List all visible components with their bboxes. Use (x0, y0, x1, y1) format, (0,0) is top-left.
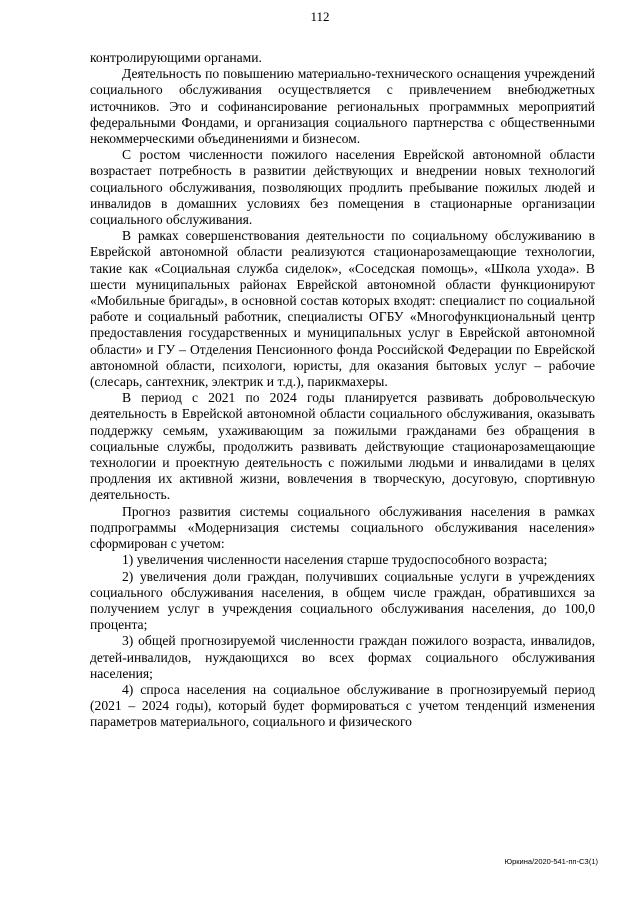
list-item: 2) увеличения доли граждан, получивших социальные услуги в учреждениях социального обслуживания населения, в общем числе граждан, обратившихся за получением услуг в учреждения социального обслуживания населения, до 100,0 процента; (90, 568, 595, 633)
paragraph: С ростом численности пожилого населения Еврейской автономной области возрастает потребность в развитии действующих и внедрении новых технологий социального обслуживания, позволяющих продлить пребывание пожилых людей и инвалидов в домашних условиях без помещения в стационарные организации социального обслуживания. (90, 147, 595, 228)
document-code-footer: Юркина/2020-541-пп-СЗ(1) (504, 857, 598, 866)
paragraph: Прогноз развития системы социального обслуживания населения в рамках подпрограммы «Модернизация системы социального обслуживания населения» сформирован с учетом: (90, 503, 595, 552)
body-text (90, 50, 595, 731)
paragraph: В рамках совершенствования деятельности по социальному обслуживанию в Еврейской автономной области реализуются стационарозамещающие технологии, такие как «Социальная служба сиделок», «Соседская помощь», «Школа ухода». В шести муниципальных районах Еврейской автономной области функционируют «Мобильные бригады», в основной состав которых входят: специалист по социальной работе и социальный работник, специалисты ОГБУ «Многофункциональный центр предоставления государственных и муниципальных услуг в Еврейской автономной области» и ГУ – Отделения Пенсионного фонда Российской Федерации по Еврейской автономной области, психологи, юристы, для оказания бытовых услуг – рабочие (слесарь, сантехник, электрик и т.д.), парикмахеры. (90, 228, 595, 390)
paragraph: В период с 2021 по 2024 годы планируется развивать добровольческую деятельность в Еврейской автономной области социального обслуживания, оказывать поддержку семьям, ухаживающим за пожилыми гражданами без обращения в социальные службы, продолжить развивать действующие стационарозамещающие технологии и проектную деятельность с пожилыми людьми и инвалидами в целях продления их активной жизни, вовлечения в творческую, досуговую, спортивную деятельность. (90, 390, 595, 503)
paragraph: контролирующими органами. (90, 50, 262, 65)
list-item: 4) спроса населения на социальное обслуживание в прогнозируемый период (2021 – 2024 годы), который будет формироваться с учетом тенденций изменения параметров материального, социального и физического (90, 681, 595, 730)
list-item: 3) общей прогнозируемой численности граждан пожилого возраста, инвалидов, детей-инвалидов, нуждающихся во всех формах социального обслуживания населения; (90, 633, 595, 681)
page-number: 112 (310, 9, 330, 24)
paragraph: Деятельность по повышению материально-технического оснащения учреждений социального обслуживания осуществляется с привлечением внебюджетных источников. Это и софинансирование региональных программных мероприятий федеральными Фондами, и организация социального партнерства с общественными некоммерческими объединениями и бизнесом. (90, 66, 595, 147)
list-item: 1) увеличения численности населения старше трудоспособного возраста; (122, 552, 548, 568)
